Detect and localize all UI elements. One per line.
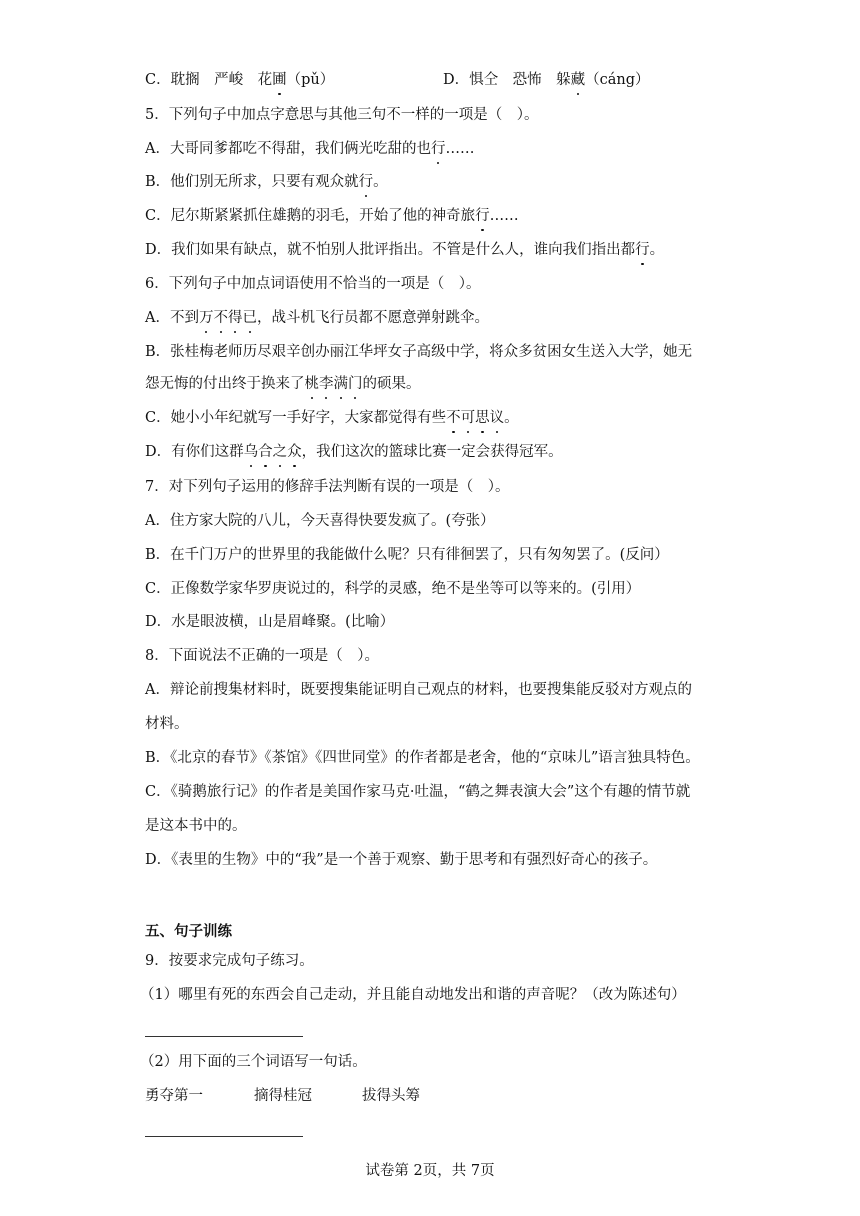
q7-option-d: D．水是眼波横，山是眉峰聚。(比喻）	[145, 614, 395, 630]
q5-option-d: D．我们如果有缺点，就不怕别人批评指出。不管是什么人，谁向我们指出都行。	[145, 242, 665, 258]
q9-stem: 9．按要求完成句子练习。	[145, 953, 314, 969]
page-footer: 试卷第 2页，共 7页	[365, 1163, 495, 1179]
q5-option-c: C．尼尔斯紧紧抓住雄鹅的羽毛，开始了他的神奇旅行……	[145, 208, 519, 224]
q5-option-a: A．大哥同爹都吃不得甜，我们俩光吃甜的也行……	[145, 141, 475, 157]
dotted-char: 藏	[570, 72, 586, 88]
word-item: 勇夺第一	[145, 1088, 203, 1104]
answer-blank-2[interactable]	[145, 1136, 303, 1137]
q8-option-d: D．《表里的生物》中的“我”是一个善于观察、勤于思考和有强烈好奇心的孩子。	[145, 852, 658, 868]
q6-stem: 6．下列句子中加点词语使用不恰当的一项是（ ）。	[145, 276, 481, 292]
dotted-char: 圃	[272, 72, 287, 88]
q5-stem: 5．下列句子中加点字意思与其他三句不一样的一项是（ ）。	[145, 107, 539, 123]
q5-option-b: B．他们别无所求，只要有观众就行。	[145, 174, 388, 190]
section-title: 五、句子训练	[145, 924, 232, 940]
q9-sub1: （1）哪里有死的东西会自己走动，并且能自动地发出和谐的声音呢？（改为陈述句）	[140, 987, 686, 1003]
q7-option-c: C．正像数学家华罗庚说过的，科学的灵感，绝不是坐等可以等来的。(引用）	[145, 581, 641, 597]
answer-blank-1[interactable]	[145, 1036, 303, 1037]
dotted-word: 乌合之众	[243, 444, 302, 460]
q8-option-c-line1: C．《骑鹅旅行记》的作者是美国作家马克·吐温，“鹤之舞表演大会”这个有趣的情节就	[145, 784, 691, 800]
dotted-word: 万不得已	[198, 310, 257, 326]
dotted-word: 不可思议	[446, 410, 505, 426]
q9-sub2: （2）用下面的三个词语写一句话。	[140, 1054, 367, 1070]
word-item: 摘得桂冠	[254, 1088, 312, 1104]
dotted-char: 行	[635, 242, 650, 258]
q7-stem: 7．对下列句子运用的修辞手法判断有误的一项是（ ）。	[145, 479, 510, 495]
word-item: 拔得头筹	[362, 1088, 420, 1104]
q7-option-a: A．住方家大院的八儿，今天喜得快要发疯了。(夸张）	[145, 513, 495, 529]
q4-option-c: C．耽搁 严峻 花圃（pǔ）	[145, 72, 335, 88]
q6-option-b-line1: B．张桂梅老师历尽艰辛创办丽江华坪女子高级中学，将众多贫困女生送入大学，她无	[145, 344, 693, 360]
q8-stem: 8．下面说法不正确的一项是（ ）。	[145, 648, 379, 664]
word-list	[145, 1086, 545, 1106]
q4-options-row	[145, 70, 745, 90]
q7-option-b: B．在千门万户的世界里的我能做什么呢？只有徘徊罢了，只有匆匆罢了。(反问）	[145, 547, 669, 563]
q4-option-d: D．惧仝 恐怖 躲藏（cáng）	[443, 72, 650, 88]
q8-option-b: B．《北京的春节》《茶馆》《四世同堂》的作者都是老舍，他的“京味儿”语言独具特色。	[145, 750, 700, 766]
q8-option-a-line2: 材料。	[145, 716, 189, 732]
dotted-char: 行	[430, 141, 446, 157]
q6-option-b-line2: 怨无悔的付出终于换来了桃李满门的硕果。	[145, 376, 421, 392]
q8-option-a-line1: A．辩论前搜集材料时，既要搜集能证明自己观点的材料，也要搜集能反驳对方观点的	[145, 682, 692, 698]
dotted-char: 行	[358, 174, 374, 190]
q6-option-c: C．她小小年纪就写一手好字，大家都觉得有些不可思议。	[145, 410, 519, 426]
q6-option-a: A．不到万不得已，战斗机飞行员都不愿意弹射跳伞。	[145, 310, 489, 326]
dotted-char: 行	[475, 208, 490, 224]
q6-option-d: D．有你们这群乌合之众，我们这次的篮球比赛一定会获得冠军。	[145, 444, 563, 460]
q8-option-c-line2: 是这本书中的。	[145, 818, 247, 834]
dotted-word: 桃李满门	[304, 376, 363, 392]
